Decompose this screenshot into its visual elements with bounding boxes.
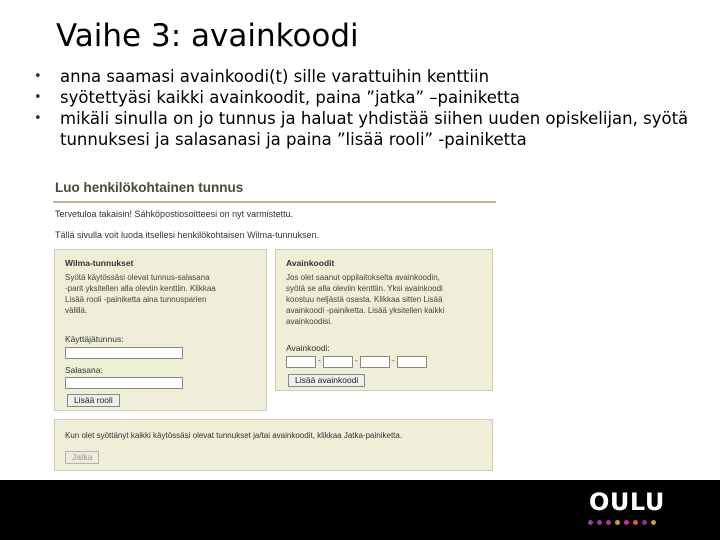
bullet-item: [34, 66, 714, 87]
logo-dot: [588, 520, 593, 525]
bullet-item: [34, 108, 714, 150]
bullet-icon: •: [34, 111, 42, 126]
logo-dot: [615, 520, 620, 525]
logo-dot: [597, 520, 602, 525]
add-role-button[interactable]: Lisää rooli: [67, 394, 120, 407]
logo-dots: [588, 520, 656, 525]
keycode-heading: Avainkoodit: [286, 258, 335, 268]
wilma-desc-line: Syötä käytössäsi olevat tunnus-salasana: [65, 273, 210, 282]
intro-text: Tällä sivulla voit luoda itsellesi henkilökohtaisen Wilma-tunnuksen.: [55, 230, 320, 240]
logo-dot: [606, 520, 611, 525]
wilma-description: [65, 272, 216, 316]
keycode-separator: -: [392, 356, 395, 365]
keycode-desc-line: avainkoodisi.: [286, 317, 333, 326]
bullet-list: [34, 66, 714, 150]
keycode-description: [286, 272, 444, 327]
keycode-separator: -: [318, 356, 321, 365]
title-divider: [53, 201, 496, 203]
form-title: Luo henkilökohtainen tunnus: [55, 180, 244, 195]
keycode-part-2-input[interactable]: [323, 356, 353, 368]
keycode-separator: -: [355, 356, 358, 365]
keycode-part-3-input[interactable]: [360, 356, 390, 368]
oulu-logo: OULU: [589, 488, 665, 516]
username-input[interactable]: [65, 347, 183, 359]
password-input[interactable]: [65, 377, 183, 389]
keycode-panel: [275, 249, 493, 391]
logo-dot: [642, 520, 647, 525]
logo-dot: [651, 520, 656, 525]
bullet-icon: •: [34, 69, 42, 84]
wilma-credentials-panel: [54, 249, 267, 411]
wilma-heading: Wilma-tunnukset: [65, 258, 134, 268]
logo-dot: [633, 520, 638, 525]
bullet-icon: •: [34, 90, 42, 105]
keycode-part-4-input[interactable]: [397, 356, 427, 368]
bullet-text: anna saamasi avainkoodi(t) sille varattuihin kenttiin: [60, 67, 490, 86]
wilma-desc-line: Lisää rooli -painiketta aina tunnusparien: [65, 295, 207, 304]
keycode-label: Avainkoodi:: [286, 343, 330, 353]
password-label: Salasana:: [65, 365, 103, 375]
bullet-item: [34, 87, 714, 108]
slide-title: Vaihe 3: avainkoodi: [56, 18, 359, 54]
keycode-desc-line: avainkoodi -painiketta. Lisää yksitellen kaikki: [286, 306, 445, 315]
welcome-text: Tervetuloa takaisin! Sähköpostiosoitteesi on nyt varmistettu.: [55, 209, 294, 219]
keycode-desc-line: syötä se alla oleviin kenttiin. Yksi avainkoodi: [286, 284, 443, 293]
embedded-screenshot: [53, 176, 496, 471]
continue-panel: [54, 419, 493, 471]
wilma-desc-line: -parit yksitellen alla oleviin kenttiin. Klikkaa: [65, 284, 216, 293]
wilma-desc-line: välillä.: [65, 306, 88, 315]
bullet-text: mikäli sinulla on jo tunnus ja haluat yhdistää siihen uuden opiskelijan, syötä tunnuksesi ja salasanasi ja paina ”lisää rooli” -painiketta: [60, 109, 689, 149]
keycode-part-1-input[interactable]: [286, 356, 316, 368]
add-keycode-button[interactable]: Lisää avainkoodi: [288, 374, 365, 387]
keycode-desc-line: koostuu neljästä osasta. Klikkaa sitten Lisää: [286, 295, 443, 304]
continue-instructions: Kun olet syöttänyt kaikki käytössäsi olevat tunnukset ja/tai avainkoodit, klikkaa Jatka-painiketta.: [65, 431, 403, 440]
continue-button[interactable]: Jatka: [65, 451, 99, 464]
username-label: Käyttäjätunnus:: [65, 334, 124, 344]
logo-dot: [624, 520, 629, 525]
bullet-text: syötettyäsi kaikki avainkoodit, paina ”jatka” –painiketta: [60, 88, 520, 107]
keycode-desc-line: Jos olet saanut oppilaitokselta avainkoodin,: [286, 273, 440, 282]
